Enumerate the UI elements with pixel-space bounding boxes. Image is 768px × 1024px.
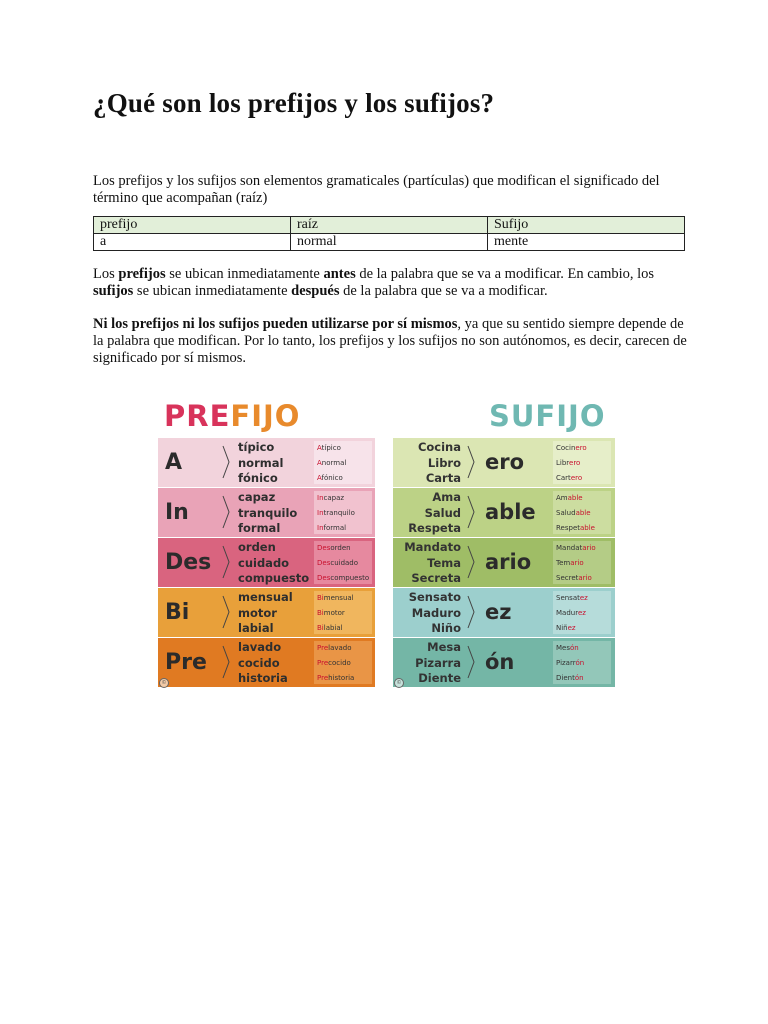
prefix-row	[158, 488, 375, 537]
prefijo-panel	[158, 396, 375, 686]
example-word	[317, 471, 372, 486]
prefijo-title	[158, 396, 375, 436]
example-part: Pre	[317, 659, 329, 667]
bracket-icon	[222, 444, 230, 480]
suffix-label: ario	[485, 550, 532, 574]
position-paragraph	[93, 266, 693, 300]
root-word-list	[238, 540, 309, 587]
root-word: Respeta	[408, 521, 461, 535]
root-word: Pizarra	[415, 655, 461, 670]
root-word: Carta	[425, 471, 461, 485]
example-list	[314, 541, 372, 584]
example-part: orden	[330, 544, 351, 552]
example-part: Des	[317, 574, 331, 582]
example-part: ero	[569, 459, 581, 467]
example-part: historia	[328, 674, 355, 682]
autonomy-paragraph	[93, 316, 693, 367]
prefix-root-suffix-table	[93, 216, 685, 251]
example-part: Cart	[556, 474, 571, 482]
bracket-icon	[222, 494, 230, 530]
example-part: able	[567, 494, 583, 502]
example-part: Am	[556, 494, 568, 502]
sufijo-title: SUFIJO	[489, 399, 606, 433]
example-word	[556, 571, 611, 586]
example-part: Bi	[317, 609, 324, 617]
example-part: ón	[575, 659, 585, 667]
bold-run: sufijos	[93, 283, 134, 299]
example-part: ario	[570, 559, 584, 567]
example-word	[317, 606, 372, 621]
example-word	[556, 506, 611, 521]
bracket-icon	[222, 544, 230, 580]
example-word	[556, 541, 611, 556]
root-word: cocido	[238, 655, 280, 670]
root-word-list	[238, 490, 297, 537]
root-word: tranquilo	[238, 505, 298, 520]
root-word: Maduro	[411, 605, 461, 620]
example-part: Tem	[556, 559, 571, 567]
suffix-row	[393, 488, 615, 537]
root-word: lavado	[238, 640, 282, 654]
table-header-cell: Sufijo	[488, 217, 685, 234]
example-part: Pre	[317, 644, 329, 652]
bold-run: antes	[323, 266, 356, 282]
example-list	[314, 591, 372, 634]
example-word	[317, 521, 372, 536]
example-part: Bi	[317, 624, 324, 632]
example-part: ero	[570, 474, 583, 482]
example-part: A	[317, 459, 322, 467]
example-part: ero	[575, 444, 587, 452]
example-part: Niñ	[556, 624, 568, 632]
root-word: Tema	[427, 555, 461, 570]
intro-paragraph: Los prefijos y los sufijos son elementos gramaticales (partículas) que modifican el significado del término que acompañan (raíz)	[93, 173, 660, 206]
prefix-label: Bi	[165, 600, 190, 625]
bold-run: Ni los prefijos ni los sufijos pueden utilizarse por sí mismos	[93, 316, 458, 332]
example-part: ez	[567, 624, 576, 632]
root-word: normal	[238, 455, 284, 470]
example-part: ario	[578, 574, 592, 582]
example-part: tranquilo	[323, 509, 355, 517]
example-word	[317, 641, 372, 656]
example-part: Respet	[556, 524, 580, 532]
bracket-icon	[467, 444, 475, 480]
suffix-row	[393, 638, 615, 687]
example-part: In	[317, 524, 324, 532]
table-header-cell: raíz	[291, 217, 488, 234]
example-part: ario	[582, 544, 596, 552]
example-list	[314, 641, 372, 684]
document-page	[93, 88, 693, 367]
root-word-list	[238, 590, 293, 637]
root-word-list	[393, 540, 461, 587]
example-word	[556, 556, 611, 571]
example-word	[556, 456, 611, 471]
example-part: A	[317, 444, 322, 452]
root-word: Diente	[418, 671, 461, 685]
text-run: , ya que su sentido siempre depende de la palabra que modifican. Por lo tanto, los prefijos y los sufijos no son autónomos, es decir, carecen de significado por sí mismos.	[93, 316, 687, 366]
sufijo-rows	[393, 438, 615, 688]
text-run: se ubican inmediatamente	[133, 283, 292, 299]
example-part: ón	[570, 644, 579, 652]
example-part: cuidado	[330, 559, 359, 567]
prefix-row	[158, 538, 375, 587]
root-word-list	[393, 590, 461, 637]
example-word	[317, 541, 372, 556]
example-word	[556, 441, 611, 456]
table-cell: normal	[291, 234, 488, 251]
bracket-icon	[222, 594, 230, 630]
root-word: cuidado	[238, 555, 290, 570]
root-word: capaz	[238, 490, 276, 504]
table-cell: mente	[488, 234, 685, 251]
prefix-row	[158, 438, 375, 487]
root-word-list	[393, 490, 461, 537]
suffix-label: able	[485, 500, 536, 524]
example-part: able	[575, 509, 591, 517]
example-part: In	[317, 509, 324, 517]
example-word	[317, 506, 372, 521]
bold-run: prefijos	[118, 266, 166, 282]
example-word	[556, 471, 611, 486]
table-header-cell: prefijo	[94, 217, 291, 234]
example-part: fónico	[321, 474, 343, 482]
prefix-row	[158, 638, 375, 687]
example-part: Des	[317, 559, 331, 567]
root-word: Cocina	[417, 440, 461, 454]
root-word: Mandato	[404, 540, 461, 554]
bracket-icon	[467, 544, 475, 580]
text-run: Los	[93, 266, 119, 282]
root-word-list	[393, 440, 461, 487]
copyright-icon: ©	[394, 678, 404, 688]
prefix-label: A	[165, 450, 183, 475]
example-word	[317, 591, 372, 606]
suffix-label: ón	[485, 650, 515, 674]
root-word-list	[238, 440, 283, 487]
example-word	[556, 491, 611, 506]
root-word: motor	[238, 605, 277, 620]
root-word: labial	[238, 621, 274, 635]
text-run: de la palabra que se va a modificar.	[339, 283, 548, 299]
example-part: A	[317, 474, 322, 482]
root-word: compuesto	[238, 571, 310, 585]
example-part: mensual	[323, 594, 354, 602]
prefijo-rows	[158, 438, 375, 688]
example-part: formal	[323, 524, 347, 532]
example-part: Mes	[556, 644, 570, 652]
prefix-label: Des	[165, 550, 212, 575]
example-part: In	[317, 494, 324, 502]
prefix-suffix-infographic	[158, 396, 616, 690]
sufijo-panel	[393, 396, 615, 686]
prefix-label: In	[165, 500, 189, 525]
root-word: típico	[238, 440, 275, 454]
example-part: Mandat	[556, 544, 583, 552]
example-list	[553, 441, 611, 484]
example-word	[317, 556, 372, 571]
example-list	[553, 641, 611, 684]
example-list	[553, 591, 611, 634]
example-word	[317, 656, 372, 671]
suffix-row	[393, 438, 615, 487]
example-word	[556, 606, 611, 621]
example-part: cocido	[328, 659, 351, 667]
suffix-row	[393, 538, 615, 587]
example-part: Secret	[556, 574, 579, 582]
example-part: Des	[317, 544, 331, 552]
root-word: Niño	[431, 621, 461, 635]
example-part: Cocin	[556, 444, 576, 452]
example-part: ón	[574, 674, 584, 682]
prefix-label: Pre	[165, 650, 207, 675]
root-word: fónico	[238, 471, 278, 485]
example-part: Bi	[317, 594, 324, 602]
root-word-list	[238, 640, 288, 687]
example-word	[317, 571, 372, 586]
bracket-icon	[222, 644, 230, 680]
example-list	[314, 491, 372, 534]
page-title: ¿Qué son los prefijos y los sufijos?	[93, 88, 495, 118]
example-list	[553, 491, 611, 534]
example-part: ez	[577, 609, 586, 617]
table-cell: a	[94, 234, 291, 251]
text-run: de la palabra que se va a modificar. En cambio, los	[355, 266, 655, 282]
example-part: Pre	[317, 674, 329, 682]
example-part: normal	[321, 459, 347, 467]
suffix-row	[393, 588, 615, 637]
bracket-icon	[467, 594, 475, 630]
root-word: mensual	[238, 590, 293, 604]
table-header-row	[94, 217, 685, 234]
bold-run: después	[291, 283, 340, 299]
root-word: formal	[238, 521, 281, 535]
example-word	[556, 521, 611, 536]
example-part: Libr	[556, 459, 570, 467]
root-word: Libro	[427, 455, 461, 470]
root-word: Secreta	[411, 571, 461, 585]
example-part: Madur	[556, 609, 578, 617]
example-part: Salud	[556, 509, 576, 517]
example-part: compuesto	[330, 574, 370, 582]
bracket-icon	[467, 644, 475, 680]
root-word: Ama	[432, 490, 461, 504]
bracket-icon	[467, 494, 475, 530]
example-list	[314, 441, 372, 484]
example-part: motor	[323, 609, 345, 617]
example-word	[317, 456, 372, 471]
example-word	[556, 656, 611, 671]
example-word	[317, 621, 372, 636]
prefijo-title-part: FIJO	[230, 399, 301, 433]
example-part: Pizarr	[556, 659, 576, 667]
prefijo-title-part: PRE	[164, 399, 231, 433]
example-part: able	[580, 524, 595, 532]
example-part: Dient	[556, 674, 575, 682]
example-word	[556, 641, 611, 656]
prefix-row	[158, 588, 375, 637]
example-part: ez	[579, 594, 588, 602]
root-word: orden	[238, 540, 276, 554]
example-word	[317, 671, 372, 686]
root-word: Sensato	[408, 590, 461, 604]
table-row	[94, 234, 685, 251]
example-part: típico	[321, 444, 341, 452]
text-run: se ubican inmediatamente	[165, 266, 324, 282]
example-part: capaz	[323, 494, 345, 502]
example-part: lavado	[328, 644, 352, 652]
example-part: Sensat	[556, 594, 580, 602]
copyright-icon: ©	[159, 678, 169, 688]
root-word: Mesa	[427, 640, 461, 654]
example-part: labial	[323, 624, 343, 632]
suffix-label: ez	[485, 600, 512, 624]
root-word: Salud	[424, 505, 461, 520]
example-word	[317, 441, 372, 456]
example-word	[556, 591, 611, 606]
root-word: historia	[238, 671, 288, 685]
example-word	[556, 621, 611, 636]
example-word	[556, 671, 611, 686]
example-list	[553, 541, 611, 584]
suffix-label: ero	[485, 450, 525, 474]
example-word	[317, 491, 372, 506]
